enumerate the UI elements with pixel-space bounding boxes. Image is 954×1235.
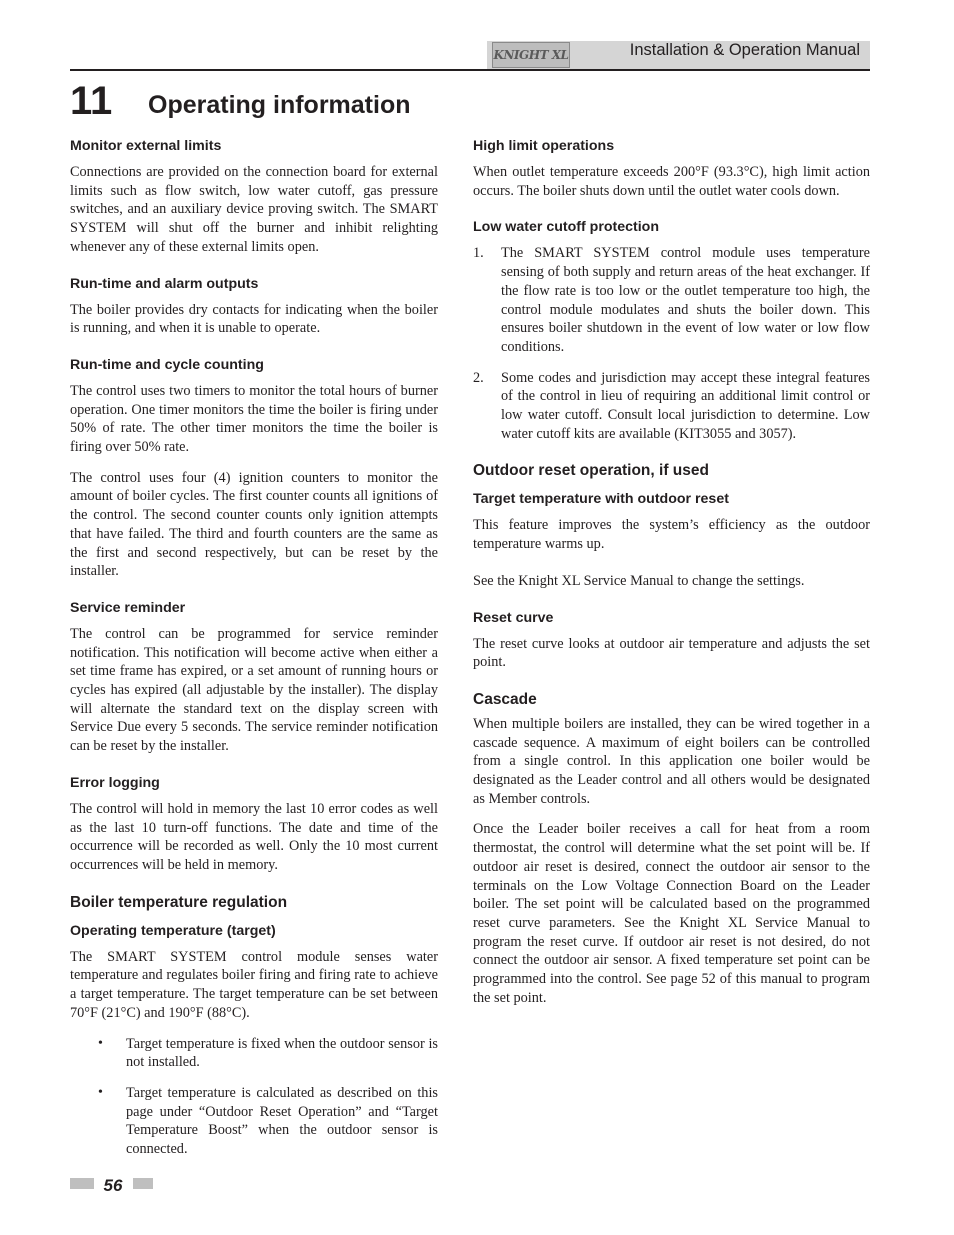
chapter-title: Operating information — [148, 91, 411, 119]
numbered-list — [473, 244, 870, 443]
right-column — [473, 128, 870, 1020]
list-item-text: Some codes and jurisdiction may accept these integral features of the control in lieu of requiring an additional limit control or low water cutoff. Consult local jurisdiction to determine. Low water cutoff kits are available (KIT3055 and 3057). — [501, 369, 870, 442]
list-item — [473, 369, 870, 444]
knight-xl-logo: KNIGHT XL — [492, 42, 570, 68]
section-heading-outdoor-reset: Outdoor reset operation, if used — [473, 462, 709, 480]
section-heading-runtime-cycle: Run-time and cycle counting — [70, 356, 264, 373]
left-column — [70, 128, 438, 1171]
list-item — [70, 1084, 438, 1159]
paragraph: The control uses four (4) ignition counters to monitor the amount of boiler cycles. The first counter counts all ignitions of the control. The second counter counts only ignition attempts that have failed. The third and fourth counters are the same as the first and second respectively, but can be reset by the installer. — [70, 469, 438, 580]
paragraph: When multiple boilers are installed, they can be wired together in a cascade sequence. A maximum of eight boilers can be controlled from a single control. In this application one boiler would be designated as the Leader control and all others would be designated as Member controls. — [473, 715, 870, 807]
paragraph: When outlet temperature exceeds 200°F (93.3°C), high limit action occurs. The boiler shuts down until the outlet water cools down. — [473, 164, 870, 199]
section-heading-service: Service reminder — [70, 599, 186, 616]
page-number: 56 — [103, 1176, 123, 1195]
paragraph: The control can be programmed for service reminder notification. This notification will become active when either a set time frame has expired, or a set amount of running hours or cycles has expired (all adjustable by the installer). The display will alternate the standard text on the display screen with Service Due every 5 seconds. The service reminder notification can be reset by the installer. — [70, 625, 438, 755]
footer-block — [133, 1178, 153, 1189]
section-heading-boiler-temp: Boiler temperature regulation — [70, 893, 288, 911]
manual-title: Installation & Operation Manual — [629, 41, 860, 59]
paragraph: Connections are provided on the connection board for external limits such as flow switch, low water cutoff, gas pressure switches, and an auxiliary device proving switch. The SMART SYSTEM will shut off the burner and inhibit relighting whenever any of these external limits open. — [70, 164, 438, 255]
section-heading-reset-curve: Reset curve — [473, 609, 554, 626]
header-rule — [70, 69, 870, 71]
bullet: • — [98, 1035, 103, 1051]
list-number: 1. — [473, 245, 484, 262]
chapter-number: 11 — [70, 79, 113, 123]
footer-block — [70, 1178, 94, 1189]
section-heading-low-water: Low water cutoff protection — [473, 219, 660, 236]
paragraph: The SMART SYSTEM control module senses water temperature and regulates boiler firing and firing rate to achieve a target temperature. The target temperature can be set between 70°F (21°C) and 190°F (88°C). — [70, 948, 438, 1021]
bullet-list — [70, 1035, 438, 1159]
section-heading-runtime-alarm: Run-time and alarm outputs — [70, 275, 259, 292]
paragraph: Once the Leader boiler receives a call for heat from a room thermostat, the control will determine what the set point will be. If outdoor air reset is desired, connect the outdoor air sensor to the terminals on the Low Voltage Connection Board on the Leader boiler. The set point will be calculated based on the programmed reset curve parameters. See the Knight XL Service Manual to program the reset curve. If outdoor air reset is not desired, do not connect the outdoor air sensor. A fixed temperature set point can be programmed into the control. See page 52 of this manual to program the set point. — [473, 821, 870, 1006]
subheading-target-temp: Target temperature with outdoor reset — [473, 491, 729, 508]
section-heading-error: Error logging — [70, 774, 160, 791]
list-item-text: The SMART SYSTEM control module uses temperature sensing of both supply and return areas of the heat exchanger. If the flow rate is too low or the outlet temperature too high, the control module modulates and shuts the boiler down. This ensures boiler shutdown in the event of low water or low flow conditions. — [501, 245, 870, 355]
list-item — [70, 1035, 438, 1072]
subheading-operating-temp: Operating temperature (target) — [70, 922, 276, 939]
bullet: • — [98, 1084, 103, 1100]
section-heading-cascade: Cascade — [473, 690, 537, 708]
paragraph: This feature improves the system’s efficiency as the outdoor temperature warms up. — [473, 517, 870, 553]
paragraph: The reset curve looks at outdoor air temperature and adjusts the set point. — [473, 635, 870, 671]
section-heading-monitor: Monitor external limits — [70, 138, 222, 154]
paragraph: The boiler provides dry contacts for indicating when the boiler is running, and when it is unable to operate. — [70, 301, 438, 337]
section-heading-high-limit: High limit operations — [473, 138, 615, 154]
paragraph: The control will hold in memory the last 10 error codes as well as the last 10 turn-off functions. The date and time of the occurrence will be recorded as well. Only the 10 most current occurrences will be held in memory. — [70, 800, 438, 873]
list-item-text: Target temperature is fixed when the outdoor sensor is not installed. — [126, 1035, 438, 1071]
paragraph: See the Knight XL Service Manual to change the settings. — [473, 572, 805, 589]
list-number: 2. — [473, 369, 484, 386]
list-item — [473, 244, 870, 356]
paragraph: The control uses two timers to monitor the total hours of burner operation. One timer monitors the time the boiler is firing under 50% of rate. The other timer monitors the time the boiler is firing over 50% rate. — [70, 382, 438, 456]
list-item-text: Target temperature is calculated as described on this page under “Outdoor Reset Operation” and “Target Temperature Boost” when the outdoor sensor is connected. — [126, 1084, 438, 1158]
